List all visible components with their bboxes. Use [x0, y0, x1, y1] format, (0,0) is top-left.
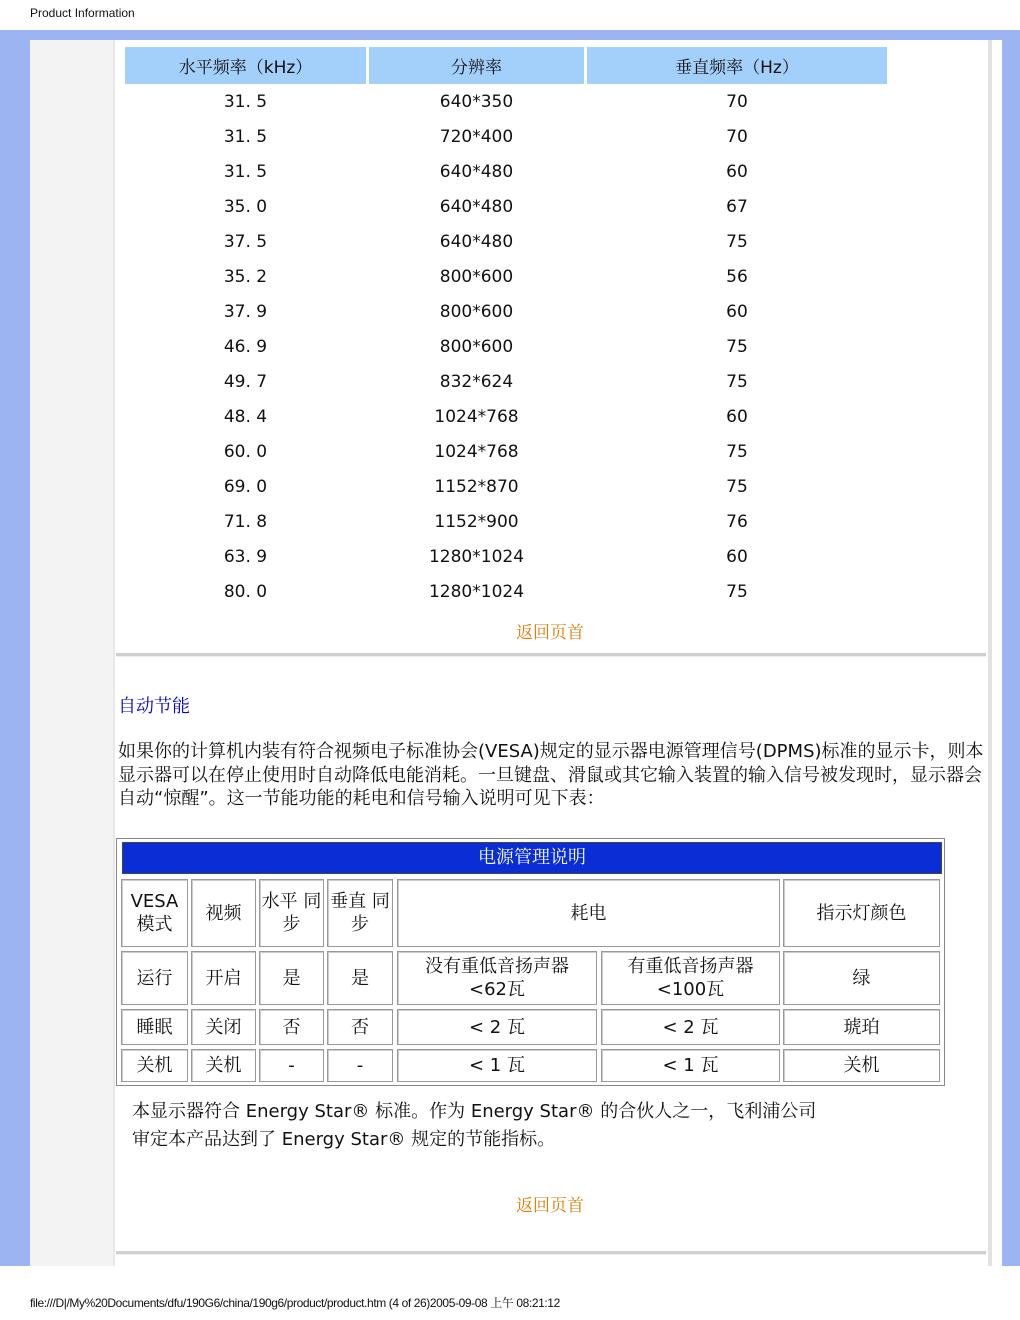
vfreq-cell: 67: [726, 196, 748, 217]
vfreq-cell: 60: [726, 546, 748, 567]
hfreq-cell: 37. 9: [223, 301, 268, 322]
hfreq-cell: 31. 5: [223, 161, 268, 182]
vfreq-cell: 70: [726, 91, 748, 112]
table-row: [125, 329, 887, 364]
row-sleep-led: 琥珀: [783, 1009, 940, 1045]
hfreq-cell: 71. 8: [223, 511, 268, 532]
table-row: [125, 294, 887, 329]
resolution-cell: 640*350: [439, 91, 514, 112]
row-run-power-sub: 有重低音扬声器 <100瓦: [601, 951, 780, 1005]
resolution-cell: 640*480: [439, 231, 514, 252]
resolution-cell: 800*600: [439, 336, 514, 357]
energy-star-statement: [132, 1098, 816, 1154]
hfreq-cell: 46. 9: [223, 336, 268, 357]
row-run-led: 绿: [783, 951, 940, 1005]
row-sleep-power-no-sub: < 2 瓦: [397, 1009, 597, 1045]
vfreq-cell: 75: [726, 336, 748, 357]
head-vesa: VESA 模式: [121, 879, 188, 947]
resolution-cell: 1152*900: [434, 511, 519, 532]
row-off-mode: 关机: [121, 1049, 188, 1082]
row-sleep-video: 关闭: [191, 1009, 256, 1045]
resolution-cell: 720*400: [439, 126, 514, 147]
section-title: 自动节能: [118, 696, 190, 717]
left-divider: [113, 40, 115, 1266]
hfreq-cell: 80. 0: [223, 581, 268, 602]
head-vsync: 垂直 同步: [327, 879, 393, 947]
hfreq-cell: 60. 0: [223, 441, 268, 462]
col-header-vfreq: 垂直频率（Hz）: [587, 47, 887, 84]
table-row: [125, 434, 887, 469]
row-run-vsync: 是: [327, 951, 393, 1005]
table-row: [125, 399, 887, 434]
back-to-top-link-2[interactable]: 返回页首: [516, 1196, 584, 1216]
row-off-led: 关机: [783, 1049, 940, 1082]
row-sleep-power-sub: < 2 瓦: [601, 1009, 780, 1045]
table-row: [125, 504, 887, 539]
section-paragraph: 如果你的计算机内装有符合视频电子标准协会(VESA)规定的显示器电源管理信号(DPMS)标准的显示卡，则本显示器可以在停止使用时自动降低电能消耗。一旦键盘、滑鼠或其它输入装置的输入信号被发现时，显示器会自动“惊醒”。这一节能功能的耗电和信号输入说明可见下表：: [118, 741, 984, 809]
vfreq-cell: 75: [726, 581, 748, 602]
table-row: [125, 259, 887, 294]
table-row: [125, 84, 887, 119]
table-row: [125, 224, 887, 259]
energy-line-2: 审定本产品达到了 Energy Star® 规定的节能指标。: [132, 1129, 556, 1150]
frequency-table: [122, 47, 890, 609]
row-sleep-hsync: 否: [259, 1009, 324, 1045]
hfreq-cell: 31. 5: [223, 126, 268, 147]
table-row: [125, 154, 887, 189]
head-video: 视频: [191, 879, 256, 947]
col-header-hfreq: 水平频率（kHz）: [125, 47, 366, 84]
hfreq-cell: 63. 9: [223, 546, 268, 567]
table-row: [125, 539, 887, 574]
resolution-cell: 640*480: [439, 196, 514, 217]
hfreq-cell: 37. 5: [223, 231, 268, 252]
row-off-power-no-sub: < 1 瓦: [397, 1049, 597, 1082]
hfreq-cell: 35. 0: [223, 196, 268, 217]
resolution-cell: 800*600: [439, 301, 514, 322]
vfreq-cell: 70: [726, 126, 748, 147]
energy-line-1: 本显示器符合 Energy Star® 标准。作为 Energy Star® 的合伙人之一，飞利浦公司: [132, 1101, 817, 1122]
vfreq-cell: 60: [726, 301, 748, 322]
table-row: [125, 469, 887, 504]
hfreq-cell: 35. 2: [223, 266, 268, 287]
row-run-hsync: 是: [259, 951, 324, 1005]
col-header-resolution: 分辨率: [369, 47, 584, 84]
resolution-cell: 640*480: [439, 161, 514, 182]
table-row: [125, 119, 887, 154]
resolution-cell: 1152*870: [434, 476, 519, 497]
head-hsync: 水平 同步: [259, 879, 324, 947]
resolution-cell: 1280*1024: [428, 546, 525, 567]
hfreq-cell: 49. 7: [223, 371, 268, 392]
table-row: [125, 574, 887, 609]
page-footer: file:///D|/My%20Documents/dfu/190G6/china/190g6/product/product.htm (4 of 26)2005-09-08 上午 08:21:12: [30, 1296, 560, 1310]
table-row: [125, 189, 887, 224]
vfreq-cell: 75: [726, 476, 748, 497]
row-run-power-no-sub: 没有重低音扬声器 <62瓦: [397, 951, 597, 1005]
hfreq-cell: 69. 0: [223, 476, 268, 497]
head-power: 耗电: [397, 879, 780, 947]
vfreq-cell: 60: [726, 406, 748, 427]
power-table-title: 电源管理说明: [122, 842, 942, 874]
row-sleep-mode: 睡眠: [121, 1009, 188, 1045]
row-sleep-vsync: 否: [327, 1009, 393, 1045]
power-management-table: [116, 838, 945, 1086]
vfreq-cell: 75: [726, 441, 748, 462]
hfreq-cell: 31. 5: [223, 91, 268, 112]
right-divider: [988, 40, 992, 1266]
resolution-cell: 1024*768: [434, 441, 519, 462]
vfreq-cell: 56: [726, 266, 748, 287]
divider: [116, 653, 986, 657]
row-run-video: 开启: [191, 951, 256, 1005]
back-to-top-link[interactable]: 返回页首: [516, 623, 584, 643]
row-off-video: 关机: [191, 1049, 256, 1082]
page-header: Product Information: [30, 6, 135, 20]
hfreq-cell: 48. 4: [223, 406, 268, 427]
resolution-cell: 832*624: [439, 371, 514, 392]
vfreq-cell: 75: [726, 371, 748, 392]
row-off-power-sub: < 1 瓦: [601, 1049, 780, 1082]
vfreq-cell: 60: [726, 161, 748, 182]
head-led: 指示灯颜色: [783, 879, 940, 947]
table-row: [125, 364, 887, 399]
resolution-cell: 800*600: [439, 266, 514, 287]
row-off-hsync: -: [259, 1049, 324, 1082]
resolution-cell: 1280*1024: [428, 581, 525, 602]
vfreq-cell: 75: [726, 231, 748, 252]
resolution-cell: 1024*768: [434, 406, 519, 427]
divider-2: [116, 1251, 986, 1255]
row-off-vsync: -: [327, 1049, 393, 1082]
left-margin-column: [30, 40, 113, 1266]
vfreq-cell: 76: [726, 511, 748, 532]
row-run-mode: 运行: [121, 951, 188, 1005]
